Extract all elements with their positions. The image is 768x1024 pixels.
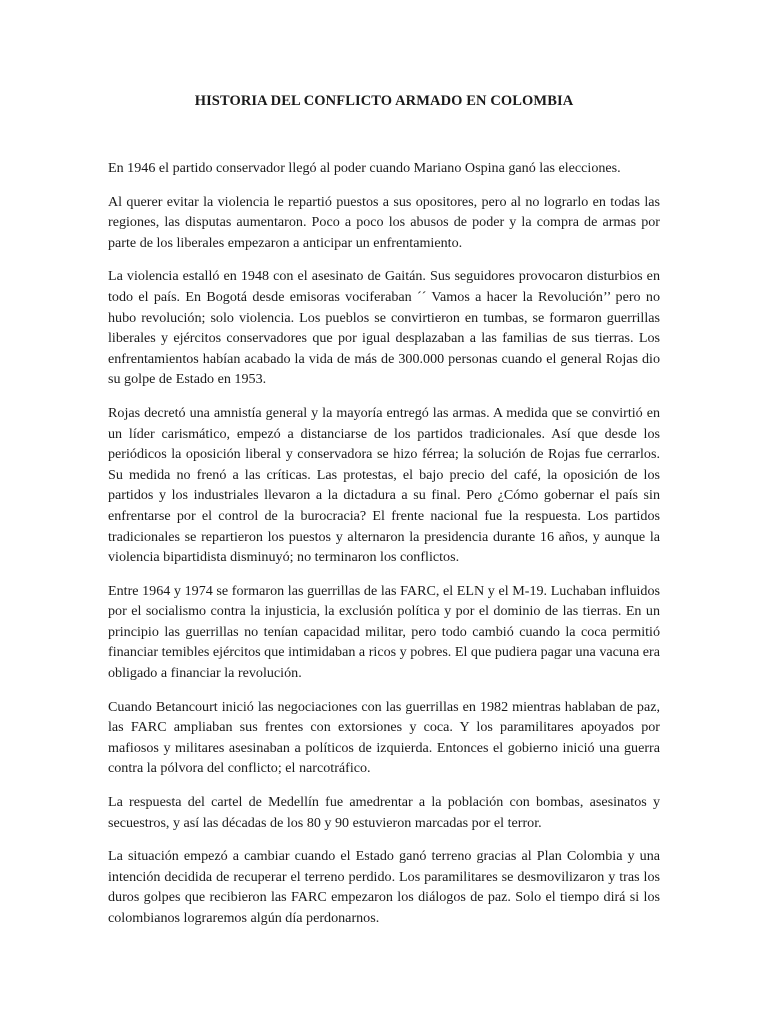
paragraph-3: La violencia estalló en 1948 con el asesinato de Gaitán. Sus seguidores provocaron disturbios en todo el país. En Bogotá desde emisoras vociferaban ´´ Vamos a hacer la Revolución’’ pero no hubo revolución; solo violencia. Los pueblos se convirtieron en tumbas, se formaron guerrillas liberales y ejércitos conservadores que por igual desplazaban a las familias de sus tierras. Los enfrentamientos habían acabado la vida de más de 300.000 personas cuando el general Rojas dio su golpe de Estado en 1953. — [108, 268, 660, 388]
document-body — [108, 158, 660, 942]
paragraph-7: La respuesta del cartel de Medellín fue amedrentar a la población con bombas, asesinatos y secuestros, y así las décadas de los 80 y 90 estuvieron marcadas por el terror. — [108, 794, 660, 831]
paragraph-6: Cuando Betancourt inició las negociaciones con las guerrillas en 1982 mientras hablaban de paz, las FARC ampliaban sus frentes con extorsiones y coca. Y los paramilitares apoyados por mafiosos y militares asesinaban a políticos de izquierda. Entonces el gobierno inició una guerra contra la pólvora del conflicto; el narcotráfico. — [108, 698, 660, 777]
paragraph-2: Al querer evitar la violencia le repartió puestos a sus opositores, pero al no lograrlo en todas las regiones, las disputas aumentaron. Poco a poco los abusos de poder y la compra de armas por parte de los liberales empezaron a anticipar un enfrentamiento. — [108, 193, 660, 251]
document-title: HISTORIA DEL CONFLICTO ARMADO EN COLOMBIA — [194, 93, 574, 109]
paragraph-1: En 1946 el partido conservador llegó al poder cuando Mariano Ospina ganó las elecciones. — [108, 160, 621, 176]
paragraph-4: Rojas decretó una amnistía general y la mayoría entregó las armas. A medida que se convirtió en un líder carismático, empezó a distanciarse de los partidos tradicionales. Así que desde los periódicos la oposición liberal y conservadora se hizo férrea; la solución de Rojas fue cerrarlos. Su medida no frenó a las críticas. Las protestas, el bajo precio del café, la oposición de los partidos y los industriales llevaron a la dictadura a su final. Pero ¿Cómo gobernar el país sin enfrentarse por el control de la burocracia? El frente nacional fue la respuesta. Los partidos tradicionales se repartieron los puestos y alternaron la presidencia durante 16 años, y aunque la violencia bipartidista disminuyó; no terminaron los conflictos. — [108, 404, 660, 566]
paragraph-8: La situación empezó a cambiar cuando el Estado ganó terreno gracias al Plan Colombia y una intención decidida de recuperar el terreno perdido. Los paramilitares se desmovilizaron y tras los duros golpes que recibieron las FARC empezaron los diálogos de paz. Solo el tiempo dirá si los colombianos lograremos algún día perdonarnos. — [108, 848, 660, 926]
paragraph-5: Entre 1964 y 1974 se formaron las guerrillas de las FARC, el ELN y el M-19. Luchaban influidos por el socialismo contra la injusticia, la exclusión política y por el dominio de las tierras. En un principio las guerrillas no tenían capacidad militar, pero todo cambió cuando la coca permitió financiar temibles ejércitos que intimidaban a ricos y pobres. El que pudiera pagar una vacuna era obligado a financiar la revolución. — [108, 582, 660, 682]
